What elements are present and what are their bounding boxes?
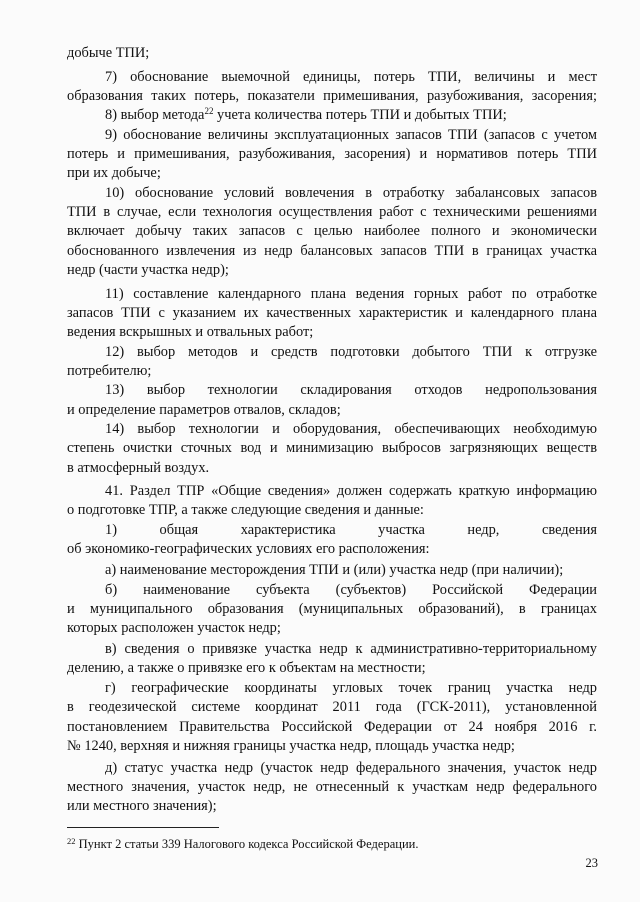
text-line: местного значения, участок недр, не отнесенный к участкам недр федерального (67, 779, 597, 795)
text-line: ТПИ в случае, если технология осуществления работ с техническими решениями (67, 204, 597, 220)
text-line: при их добыче; (67, 165, 161, 181)
text-line: в геодезической системе координат 2011 года (ГСК-2011), установленной (67, 699, 597, 715)
text-line: о подготовке ТПР, а также следующие сведения и данные: (67, 502, 424, 518)
text-line: 1) общая характеристика участка недр, сведения (105, 522, 597, 538)
text-line: д) статус участка недр (участок недр федерального значения, участок недр (105, 760, 597, 776)
footnote-divider (67, 827, 219, 828)
text-line: которых расположен участок недр; (67, 620, 281, 636)
text-line: 14) выбор технологии и оборудования, обеспечивающих необходимую (105, 421, 597, 437)
text-line: ведения вскрышных и отвальных работ; (67, 324, 314, 340)
text-line: недр (части участка недр); (67, 262, 229, 278)
text-line: делению, а также о привязке его к объектам на местности; (67, 660, 426, 676)
text-line: и муниципального образования (муниципальных образований), в границах (67, 601, 597, 617)
text-line: потребителю; (67, 363, 152, 379)
text-line: в атмосферный воздух. (67, 460, 210, 476)
footnote-text: Пункт 2 статьи 339 Налогового кодекса Российской Федерации. (75, 837, 419, 851)
footnote-reference: 22 (204, 106, 214, 116)
text-line: образования таких потерь, показатели примешивания, разубоживания, засорения; (67, 88, 597, 104)
footnote-marker: 22 (67, 836, 76, 846)
text-line: г) географические координаты угловых точек границ участка недр (105, 680, 597, 696)
page-number: 23 (585, 856, 598, 870)
footnote (67, 836, 597, 852)
text-line: 9) обоснование величины эксплуатационных запасов ТПИ (запасов с учетом (105, 127, 597, 143)
text-line: 10) обоснование условий вовлечения в отработку забалансовых запасов (105, 185, 597, 201)
text-line: добыче ТПИ; (67, 45, 150, 61)
text-line: в) сведения о привязке участка недр к административно-территориальному (105, 641, 597, 657)
text-line: потерь и примешивания, разубоживания, засорения) и нормативов потерь ТПИ (67, 146, 597, 162)
text-line: обоснованного извлечения из недр балансовых запасов ТПИ в границах участка (67, 243, 597, 259)
text-fragment: учета количества потерь ТПИ и добытых ТПИ; (213, 107, 507, 123)
text-line: об экономико-географических условиях его расположения: (67, 541, 430, 557)
text-line: степень очистки сточных вод и минимизацию выбросов загрязняющих веществ (67, 440, 597, 456)
text-line: 7) обоснование выемочной единицы, потерь ТПИ, величины и мест (105, 69, 597, 85)
text-line: и определение параметров отвалов, складов; (67, 402, 341, 418)
text-line: № 1240, верхняя и нижняя границы участка недр, площадь участка недр; (67, 738, 515, 754)
text-line: постановлением Правительства Российской Федерации от 24 ноября 2016 г. (67, 719, 597, 735)
text-line: 11) составление календарного плана ведения горных работ по отработке (105, 286, 597, 302)
text-line (105, 106, 597, 125)
text-line: 41. Раздел ТПР «Общие сведения» должен содержать краткую информацию (105, 483, 597, 499)
text-line: включает добычу таких запасов с целью наиболее полного и экономически (67, 223, 597, 239)
text-fragment: 8) выбор метода (105, 107, 205, 123)
text-line: 12) выбор методов и средств подготовки добытого ТПИ к отгрузке (105, 344, 597, 360)
text-line: запасов ТПИ с указанием их качественных характеристик и календарного плана (67, 305, 597, 321)
text-line: а) наименование месторождения ТПИ и (или) участка недр (при наличии); (105, 562, 564, 578)
text-line: б) наименование субъекта (субъектов) Российской Федерации (105, 582, 597, 598)
text-line: или местного значения); (67, 798, 217, 814)
text-line: 13) выбор технологии складирования отходов недропользования (105, 382, 597, 398)
